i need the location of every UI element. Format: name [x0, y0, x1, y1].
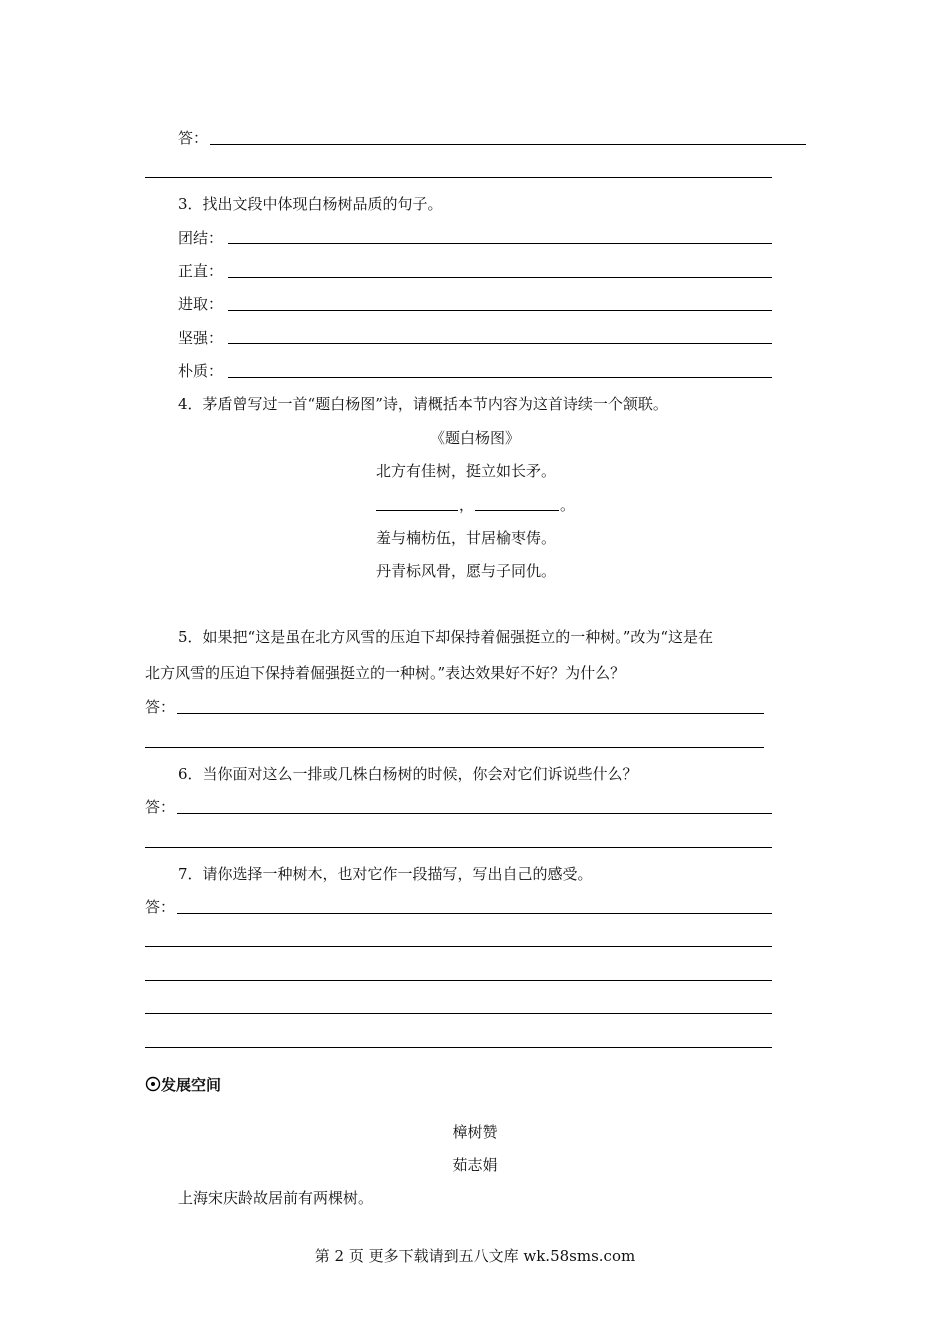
q3-item-line[interactable]	[228, 310, 772, 311]
answer-label: 答：	[178, 129, 209, 147]
answer-line[interactable]	[145, 980, 772, 981]
answer-line[interactable]	[145, 847, 772, 848]
article-title: 樟树赞	[452, 1123, 498, 1141]
answer-line[interactable]	[145, 946, 772, 947]
q3-item-line[interactable]	[228, 277, 772, 278]
q3-item-line[interactable]	[228, 377, 772, 378]
question-3-prompt: 3．找出文段中体现白杨树品质的句子。	[178, 195, 443, 213]
answer-label: 答：	[145, 798, 176, 816]
poem-blank-1[interactable]	[376, 510, 458, 511]
page-footer: 第 2 页 更多下载请到五八文库 wk.58sms.com	[314, 1247, 636, 1265]
answer-line[interactable]	[145, 1013, 772, 1014]
circle-dot-icon	[145, 1076, 161, 1092]
poem-line-3: 羞与楠枋伍，甘居榆枣俦。	[376, 529, 557, 547]
answer-line[interactable]	[145, 1047, 772, 1048]
q3-item-line[interactable]	[228, 343, 772, 344]
answer-line[interactable]	[177, 713, 764, 714]
question-5-prompt: 5．如果把“这是虽在北方风雪的压迫下却保持着倔强挺立的一种树。”改为“这是在	[178, 628, 714, 646]
q3-item-label: 团结：	[178, 229, 224, 247]
question-5-prompt-cont: 北方风雪的压迫下保持着倔强挺立的一种树。”表达效果好不好？为什么？	[145, 664, 626, 682]
q3-item-label: 正直：	[178, 262, 224, 280]
answer-line[interactable]	[145, 747, 764, 748]
poem-blank-period: 。	[560, 496, 576, 514]
answer-label: 答：	[145, 698, 176, 716]
poem-blank-2[interactable]	[475, 510, 559, 511]
question-7-prompt: 7．请你选择一种树木，也对它作一段描写，写出自己的感受。	[178, 865, 593, 883]
q3-item-line[interactable]	[228, 243, 772, 244]
article-author: 茹志娟	[452, 1156, 498, 1174]
answer-line[interactable]	[145, 177, 772, 178]
section-title: 发展空间	[161, 1076, 222, 1094]
q3-item-label: 坚强：	[178, 329, 224, 347]
q3-item-label: 进取：	[178, 295, 224, 313]
article-first-line: 上海宋庆龄故居前有两棵树。	[178, 1189, 374, 1207]
q3-item-label: 朴质：	[178, 362, 224, 380]
question-6-prompt: 6．当你面对这么一排或几株白杨树的时候，你会对它们诉说些什么？	[178, 765, 638, 783]
section-header	[145, 1075, 221, 1095]
poem-line-1: 北方有佳树，挺立如长矛。	[376, 462, 557, 480]
question-4-prompt: 4．茅盾曾写过一首“题白杨图”诗，请概括本节内容为这首诗续一个颔联。	[178, 395, 668, 413]
answer-label: 答：	[145, 898, 176, 916]
answer-line[interactable]	[177, 913, 772, 914]
poem-title: 《题白杨图》	[429, 429, 520, 447]
answer-line[interactable]	[177, 813, 772, 814]
poem-blank-comma: ，	[459, 496, 475, 514]
poem-line-4: 丹青标风骨，愿与子同仇。	[376, 562, 557, 580]
answer-line[interactable]	[210, 144, 806, 145]
